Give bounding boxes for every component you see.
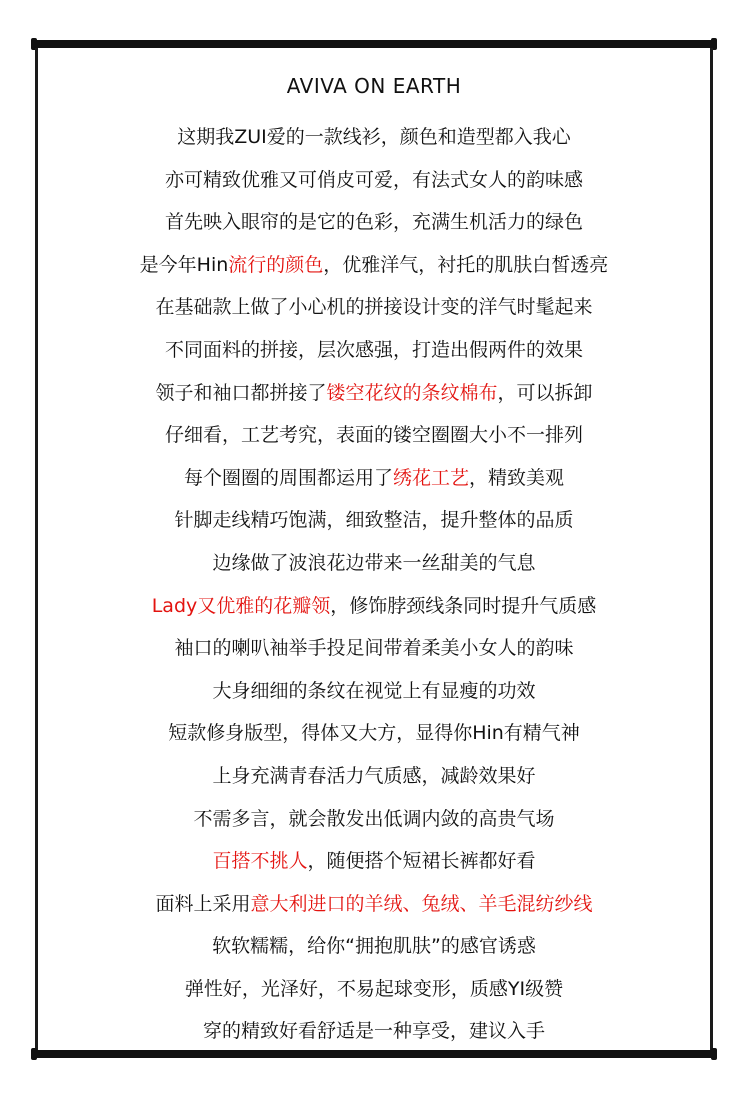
highlighted-text: Lady又优雅的花瓣领 bbox=[151, 594, 331, 617]
text-line bbox=[38, 414, 710, 457]
paper-sheet bbox=[38, 48, 710, 1050]
line-text: 是今年Hin bbox=[139, 253, 229, 276]
text-line bbox=[38, 1010, 710, 1053]
text-line bbox=[38, 627, 710, 670]
text-line bbox=[38, 499, 710, 542]
line-text: ，精致美观 bbox=[469, 466, 565, 489]
text-line bbox=[38, 755, 710, 798]
text-line bbox=[38, 712, 710, 755]
text-line bbox=[38, 542, 710, 585]
text-line bbox=[38, 968, 710, 1011]
line-text: 穿的精致好看舒适是一种享受，建议入手 bbox=[202, 1020, 545, 1043]
line-text: 领子和袖口都拼接了 bbox=[155, 381, 327, 404]
line-text: 面料上采用 bbox=[155, 892, 251, 915]
line-text: 每个圈圈的周围都运用了 bbox=[183, 466, 393, 489]
line-text: 仔细看，工艺考究，表面的镂空圈圈大小不一排列 bbox=[164, 424, 583, 447]
highlighted-text: 镂空花纹的条纹棉布 bbox=[326, 381, 498, 404]
text-line bbox=[38, 116, 710, 159]
line-text: ，随便搭个短裙长裤都好看 bbox=[307, 850, 536, 873]
line-text: 针脚走线精巧饱满，细致整洁，提升整体的品质 bbox=[174, 509, 574, 532]
highlighted-text: 流行的颜色 bbox=[228, 253, 324, 276]
page-title: AVIVA ON EARTH bbox=[286, 74, 462, 98]
line-text: 软软糯糯，给你“拥抱肌肤”的感官诱惑 bbox=[212, 935, 536, 958]
line-text: 弹性好，光泽好，不易起球变形，质感YI级赞 bbox=[184, 977, 564, 1000]
line-text: 袖口的喇叭袖举手投足间带着柔美小女人的韵味 bbox=[174, 637, 574, 660]
text-line bbox=[38, 798, 710, 841]
text-line bbox=[38, 457, 710, 500]
text-line bbox=[38, 883, 710, 926]
line-text: 不同面料的拼接，层次感强，打造出假两件的效果 bbox=[164, 338, 583, 361]
scroll-frame bbox=[33, 40, 715, 1058]
line-text: ，修饰脖颈线条同时提升气质感 bbox=[330, 594, 597, 617]
line-text: 大身细细的条纹在视觉上有显瘦的功效 bbox=[212, 679, 536, 702]
highlighted-text: 百搭不挑人 bbox=[212, 850, 308, 873]
line-text: 边缘做了波浪花边带来一丝甜美的气息 bbox=[212, 551, 536, 574]
text-line bbox=[38, 244, 710, 287]
text-line bbox=[38, 372, 710, 415]
text-line bbox=[38, 201, 710, 244]
text-line bbox=[38, 925, 710, 968]
text-line bbox=[38, 840, 710, 883]
bottom-scroll-rod bbox=[33, 1050, 715, 1058]
line-text: 在基础款上做了小心机的拼接设计变的洋气时髦起来 bbox=[155, 296, 593, 319]
line-text: ，可以拆卸 bbox=[497, 381, 593, 404]
line-text: ，优雅洋气，衬托的肌肤白皙透亮 bbox=[323, 253, 609, 276]
text-line bbox=[38, 585, 710, 628]
highlighted-text: 绣花工艺 bbox=[392, 466, 469, 489]
text-line bbox=[38, 286, 710, 329]
highlighted-text: 意大利进口的羊绒、兔绒、羊毛混纺纱线 bbox=[250, 892, 593, 915]
text-line bbox=[38, 159, 710, 202]
line-text: 亦可精致优雅又可俏皮可爱，有法式女人的韵味感 bbox=[164, 168, 583, 191]
line-text: 短款修身版型，得体又大方，显得你Hin有精气神 bbox=[168, 722, 580, 745]
line-text: 这期我ZUI爱的一款线衫，颜色和造型都入我心 bbox=[177, 126, 571, 148]
text-line bbox=[38, 329, 710, 372]
description-lines bbox=[38, 116, 710, 1053]
right-border bbox=[710, 48, 713, 1050]
line-text: 首先映入眼帘的是它的色彩，充满生机活力的绿色 bbox=[164, 211, 583, 234]
line-text: 上身充满青春活力气质感，减龄效果好 bbox=[212, 764, 536, 787]
line-text: 不需多言，就会散发出低调内敛的高贵气场 bbox=[193, 807, 555, 830]
top-scroll-rod bbox=[33, 40, 715, 48]
text-line bbox=[38, 670, 710, 713]
